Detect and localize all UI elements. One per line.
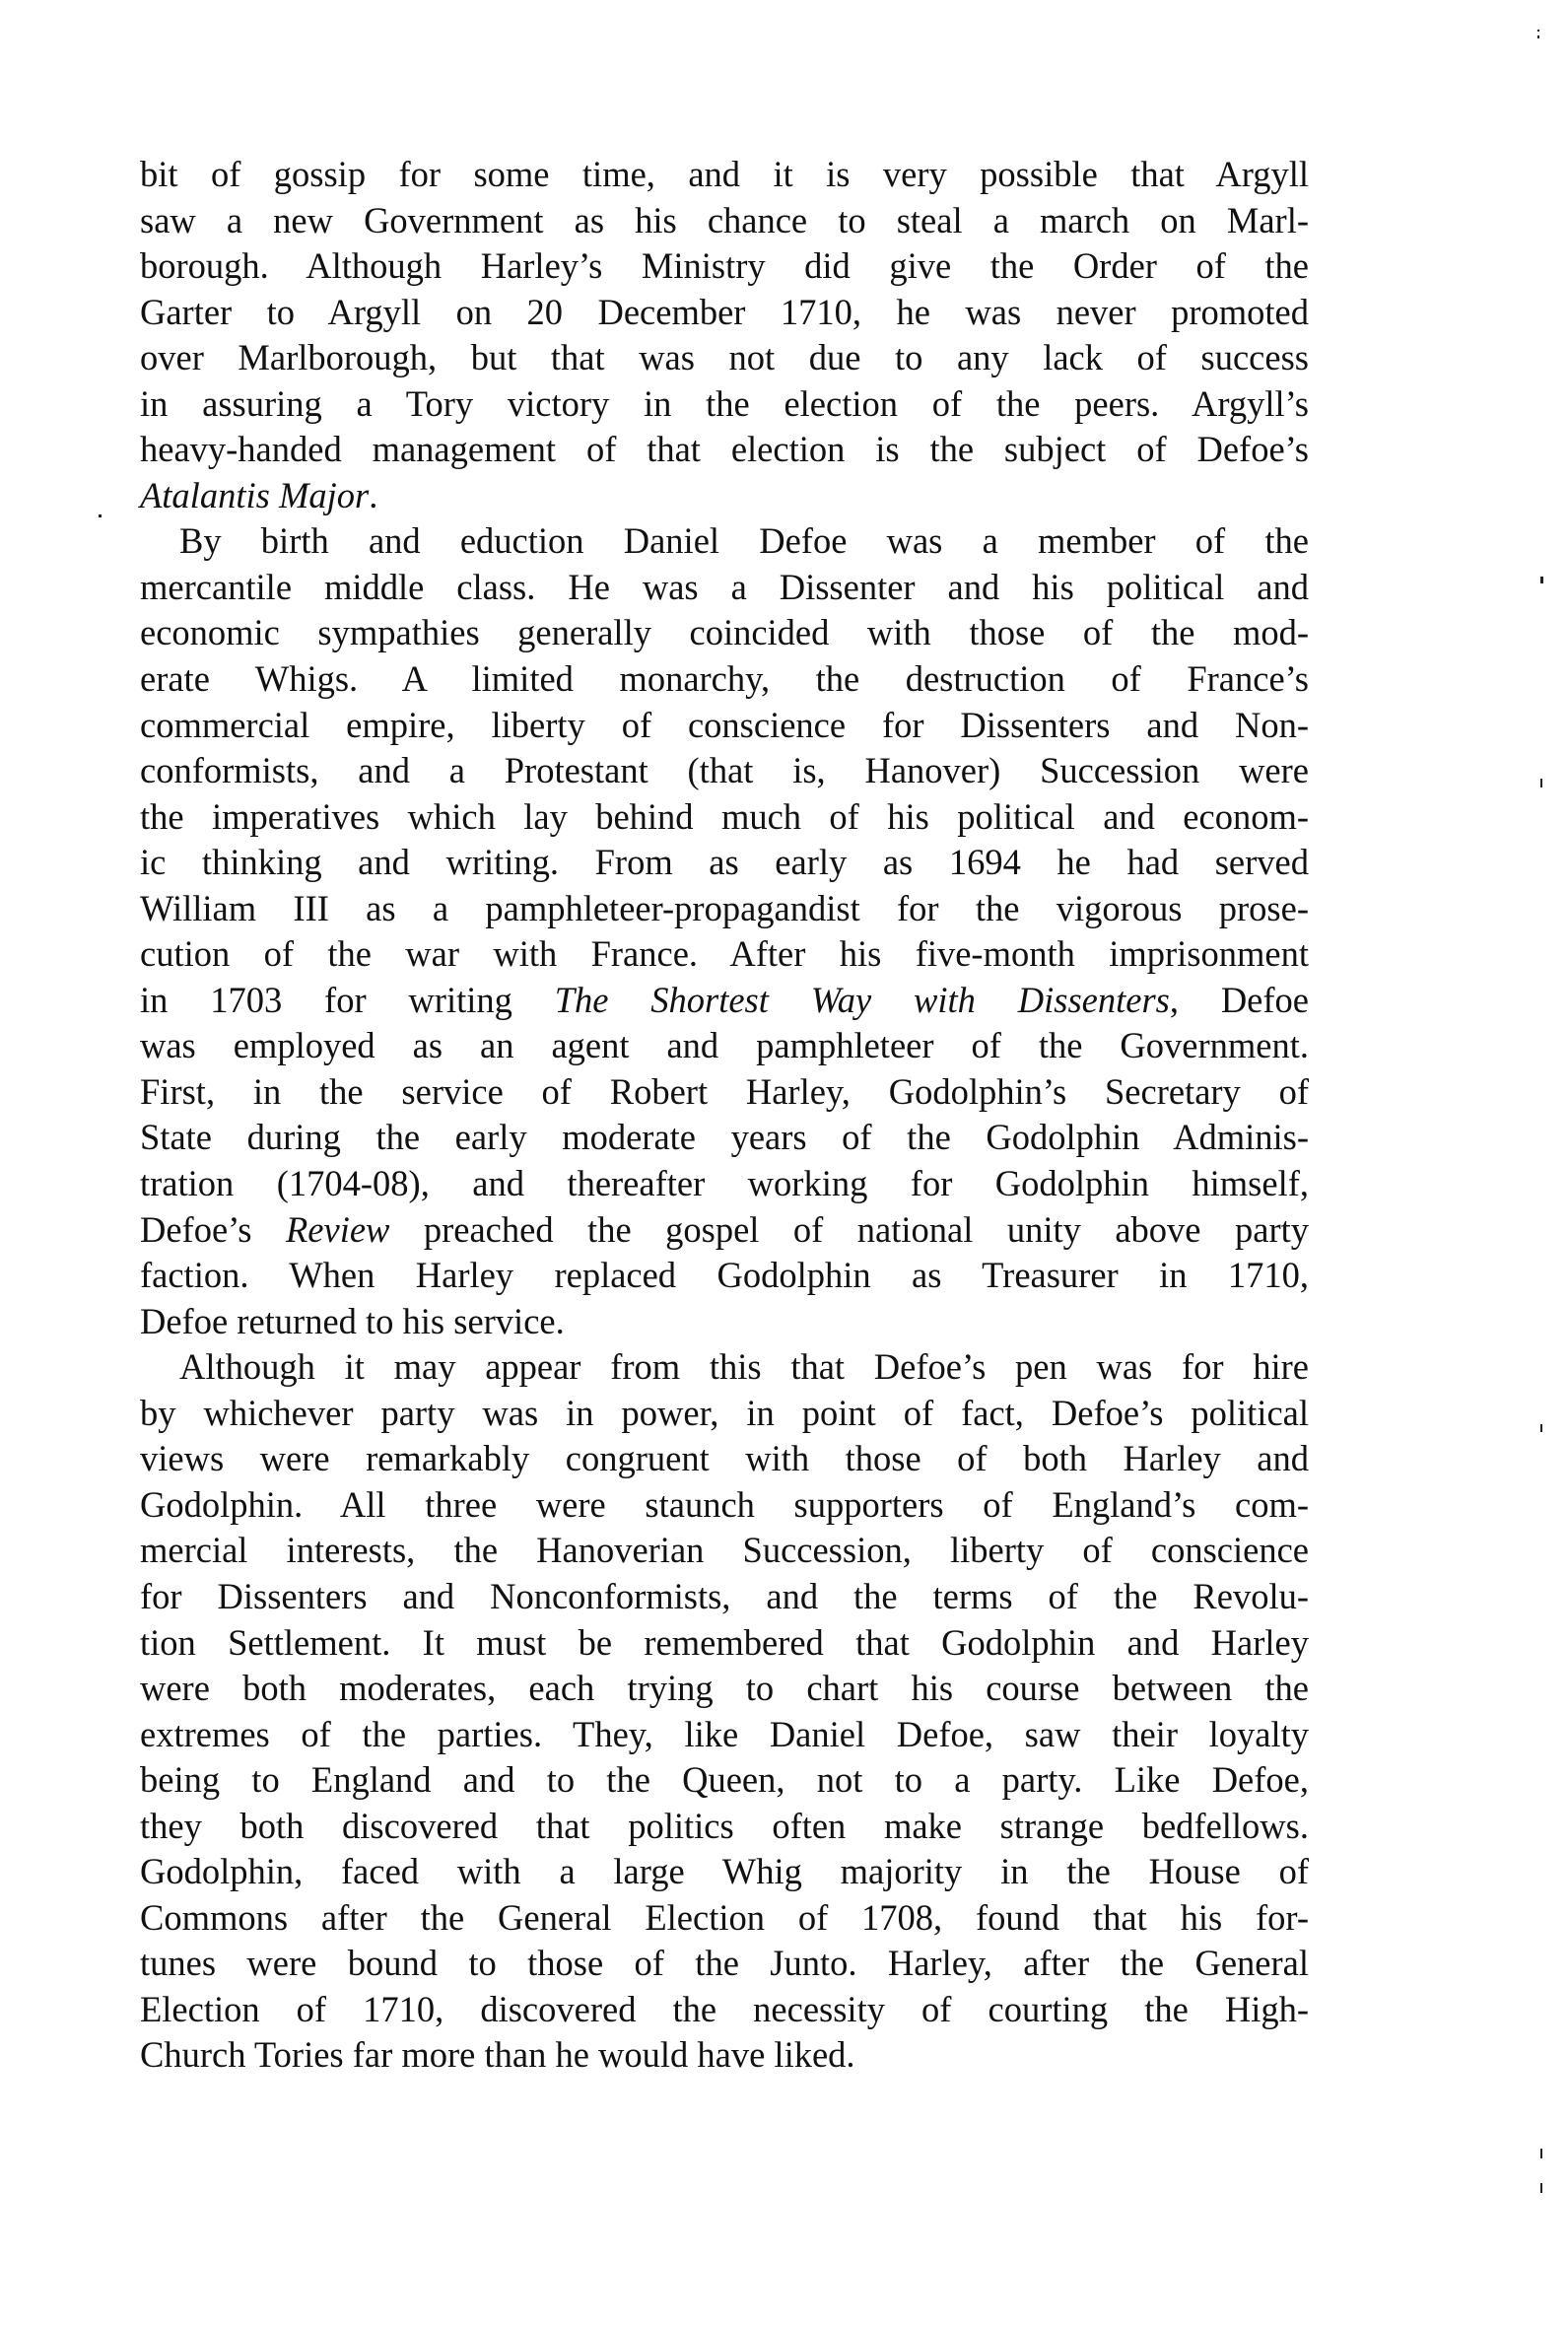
text-run: faction. When Harley replaced Godolphin as Treasurer in 1710, xyxy=(140,1255,1309,1296)
text-line xyxy=(140,243,1309,290)
text-run: , Defoe xyxy=(1169,979,1309,1020)
text-run: Garter to Argyll on 20 December 1710, he was never promoted xyxy=(140,291,1309,332)
text-run: cution of the war with France. After his five-month imprisonment xyxy=(140,933,1309,975)
text-run: saw a new Government as his chance to steal a march on Marl- xyxy=(140,199,1309,240)
text-line xyxy=(140,427,1309,473)
text-run: they both discovered that politics often make strange bedfellows. xyxy=(140,1805,1309,1846)
text-line xyxy=(140,1849,1309,1895)
text-line xyxy=(140,565,1309,611)
text-line xyxy=(140,1436,1309,1482)
text-line xyxy=(140,152,1309,198)
paragraph xyxy=(140,518,1309,1344)
text-run: tion Settlement. It must be remembered that Godolphin and Harley xyxy=(140,1621,1309,1663)
text-run: in 1703 for writing xyxy=(140,979,555,1020)
text-line xyxy=(140,1344,1309,1391)
text-line xyxy=(140,2032,1309,2079)
text-run: Church Tories far more than he would have liked. xyxy=(140,2034,855,2076)
text-run: being to England and to the Queen, not to a party. Like Defoe, xyxy=(140,1759,1309,1801)
scan-speck xyxy=(1540,2149,1542,2158)
text-line xyxy=(140,1023,1309,1069)
text-line xyxy=(140,1804,1309,1850)
text-run: By birth and eduction Daniel Defoe was a member of the xyxy=(179,520,1309,562)
text-run: extremes of the parties. They, like Daniel Defoe, saw their loyalty xyxy=(140,1713,1309,1754)
text-run: borough. Although Harley’s Ministry did give the Order of the xyxy=(140,245,1309,287)
paragraph xyxy=(140,1344,1309,2079)
text-run: economic sympathies generally coincided with those of the mod- xyxy=(140,612,1309,653)
text-run: State during the early moderate years of the Godolphin Adminis- xyxy=(140,1117,1309,1158)
text-run: mercial interests, the Hanoverian Succession, liberty of conscience xyxy=(140,1530,1309,1571)
text-run: was employed as an agent and pamphleteer of the Government. xyxy=(140,1025,1309,1066)
text-line xyxy=(140,1115,1309,1161)
text-line xyxy=(140,1069,1309,1116)
text-line xyxy=(140,1941,1309,1987)
text-run: tration (1704-08), and thereafter working for Godolphin himself, xyxy=(140,1163,1309,1204)
text-run: over Marlborough, but that was not due to any lack of success xyxy=(140,337,1309,378)
text-run: Commons after the General Election of 1708, found that his for- xyxy=(140,1896,1309,1938)
text-run: preached the gospel of national unity above party xyxy=(389,1208,1309,1250)
text-run: views were remarkably congruent with those of both Harley and xyxy=(140,1438,1309,1479)
text-line xyxy=(140,335,1309,381)
scan-speck xyxy=(1540,577,1543,583)
italic-title: Review xyxy=(286,1208,390,1250)
italic-title: The Shortest Way with Dissenters xyxy=(554,979,1170,1020)
text-line xyxy=(140,931,1309,978)
text-line xyxy=(140,381,1309,428)
text-line xyxy=(140,748,1309,794)
text-run: Election of 1710, discovered the necessity of courting the High- xyxy=(140,1988,1309,2029)
scan-speck xyxy=(1540,1424,1542,1432)
text-line xyxy=(140,1574,1309,1620)
text-run: erate Whigs. A limited monarchy, the destruction of France’s xyxy=(140,658,1309,700)
text-run: Defoe’s xyxy=(140,1208,286,1250)
text-line xyxy=(140,703,1309,749)
text-run: Godolphin, faced with a large Whig majority in the House of xyxy=(140,1851,1309,1892)
italic-title: Atalantis Major xyxy=(140,474,370,515)
text-line xyxy=(140,1391,1309,1437)
text-run: First, in the service of Robert Harley, Godolphin’s Secretary of xyxy=(140,1070,1309,1112)
scan-speck xyxy=(99,514,102,517)
text-run: ic thinking and writing. From as early as 1694 he had served xyxy=(140,842,1309,883)
paragraph xyxy=(140,152,1309,518)
text-run: heavy-handed management of that election is the subject of Defoe’s xyxy=(140,429,1309,470)
text-line xyxy=(140,1482,1309,1529)
body-text xyxy=(140,152,1309,2079)
text-line xyxy=(140,1987,1309,2033)
text-line xyxy=(140,198,1309,244)
text-line xyxy=(140,1895,1309,1942)
text-line xyxy=(140,1528,1309,1574)
text-run: mercantile middle class. He was a Dissenter and his political and xyxy=(140,566,1309,607)
text-line xyxy=(140,1757,1309,1804)
text-line xyxy=(140,1620,1309,1667)
text-line xyxy=(140,794,1309,841)
text-line xyxy=(140,610,1309,656)
scan-speck xyxy=(1540,2183,1542,2193)
text-line xyxy=(140,1666,1309,1712)
text-run: were both moderates, each trying to chart his course between the xyxy=(140,1668,1309,1709)
text-run: conformists, and a Protestant (that is, Hanover) Succession were xyxy=(140,750,1309,791)
text-run: William III as a pamphleteer-propagandist for the vigorous prose- xyxy=(140,887,1309,928)
text-line xyxy=(140,518,1309,565)
text-run: bit of gossip for some time, and it is very possible that Argyll xyxy=(140,154,1309,194)
text-line xyxy=(140,886,1309,932)
text-run: Defoe returned to his service. xyxy=(140,1300,565,1341)
scan-speck xyxy=(1540,779,1542,787)
scan-speck xyxy=(1537,35,1539,38)
text-run: . xyxy=(369,474,378,515)
text-run: Godolphin. All three were staunch supporters of England’s com- xyxy=(140,1483,1309,1525)
text-run: the imperatives which lay behind much of his political and econom- xyxy=(140,795,1309,837)
text-run: commercial empire, liberty of conscience for Dissenters and Non- xyxy=(140,704,1309,745)
text-line xyxy=(140,290,1309,336)
text-line xyxy=(140,1161,1309,1207)
text-run: by whichever party was in power, in point of fact, Defoe’s political xyxy=(140,1392,1309,1433)
scan-speck xyxy=(1537,30,1539,32)
text-line xyxy=(140,656,1309,703)
text-line xyxy=(140,1207,1309,1254)
text-line xyxy=(140,840,1309,886)
text-run: for Dissenters and Nonconformists, and the terms of the Revolu- xyxy=(140,1575,1309,1616)
text-run: in assuring a Tory victory in the election of the peers. Argyll’s xyxy=(140,382,1309,424)
text-line xyxy=(140,1253,1309,1299)
text-run: tunes were bound to those of the Junto. Harley, after the General xyxy=(140,1943,1309,1984)
text-line xyxy=(140,1299,1309,1345)
text-run: Although it may appear from this that Defoe’s pen was for hire xyxy=(179,1346,1309,1388)
text-line xyxy=(140,978,1309,1024)
text-line xyxy=(140,473,1309,519)
text-line xyxy=(140,1712,1309,1758)
